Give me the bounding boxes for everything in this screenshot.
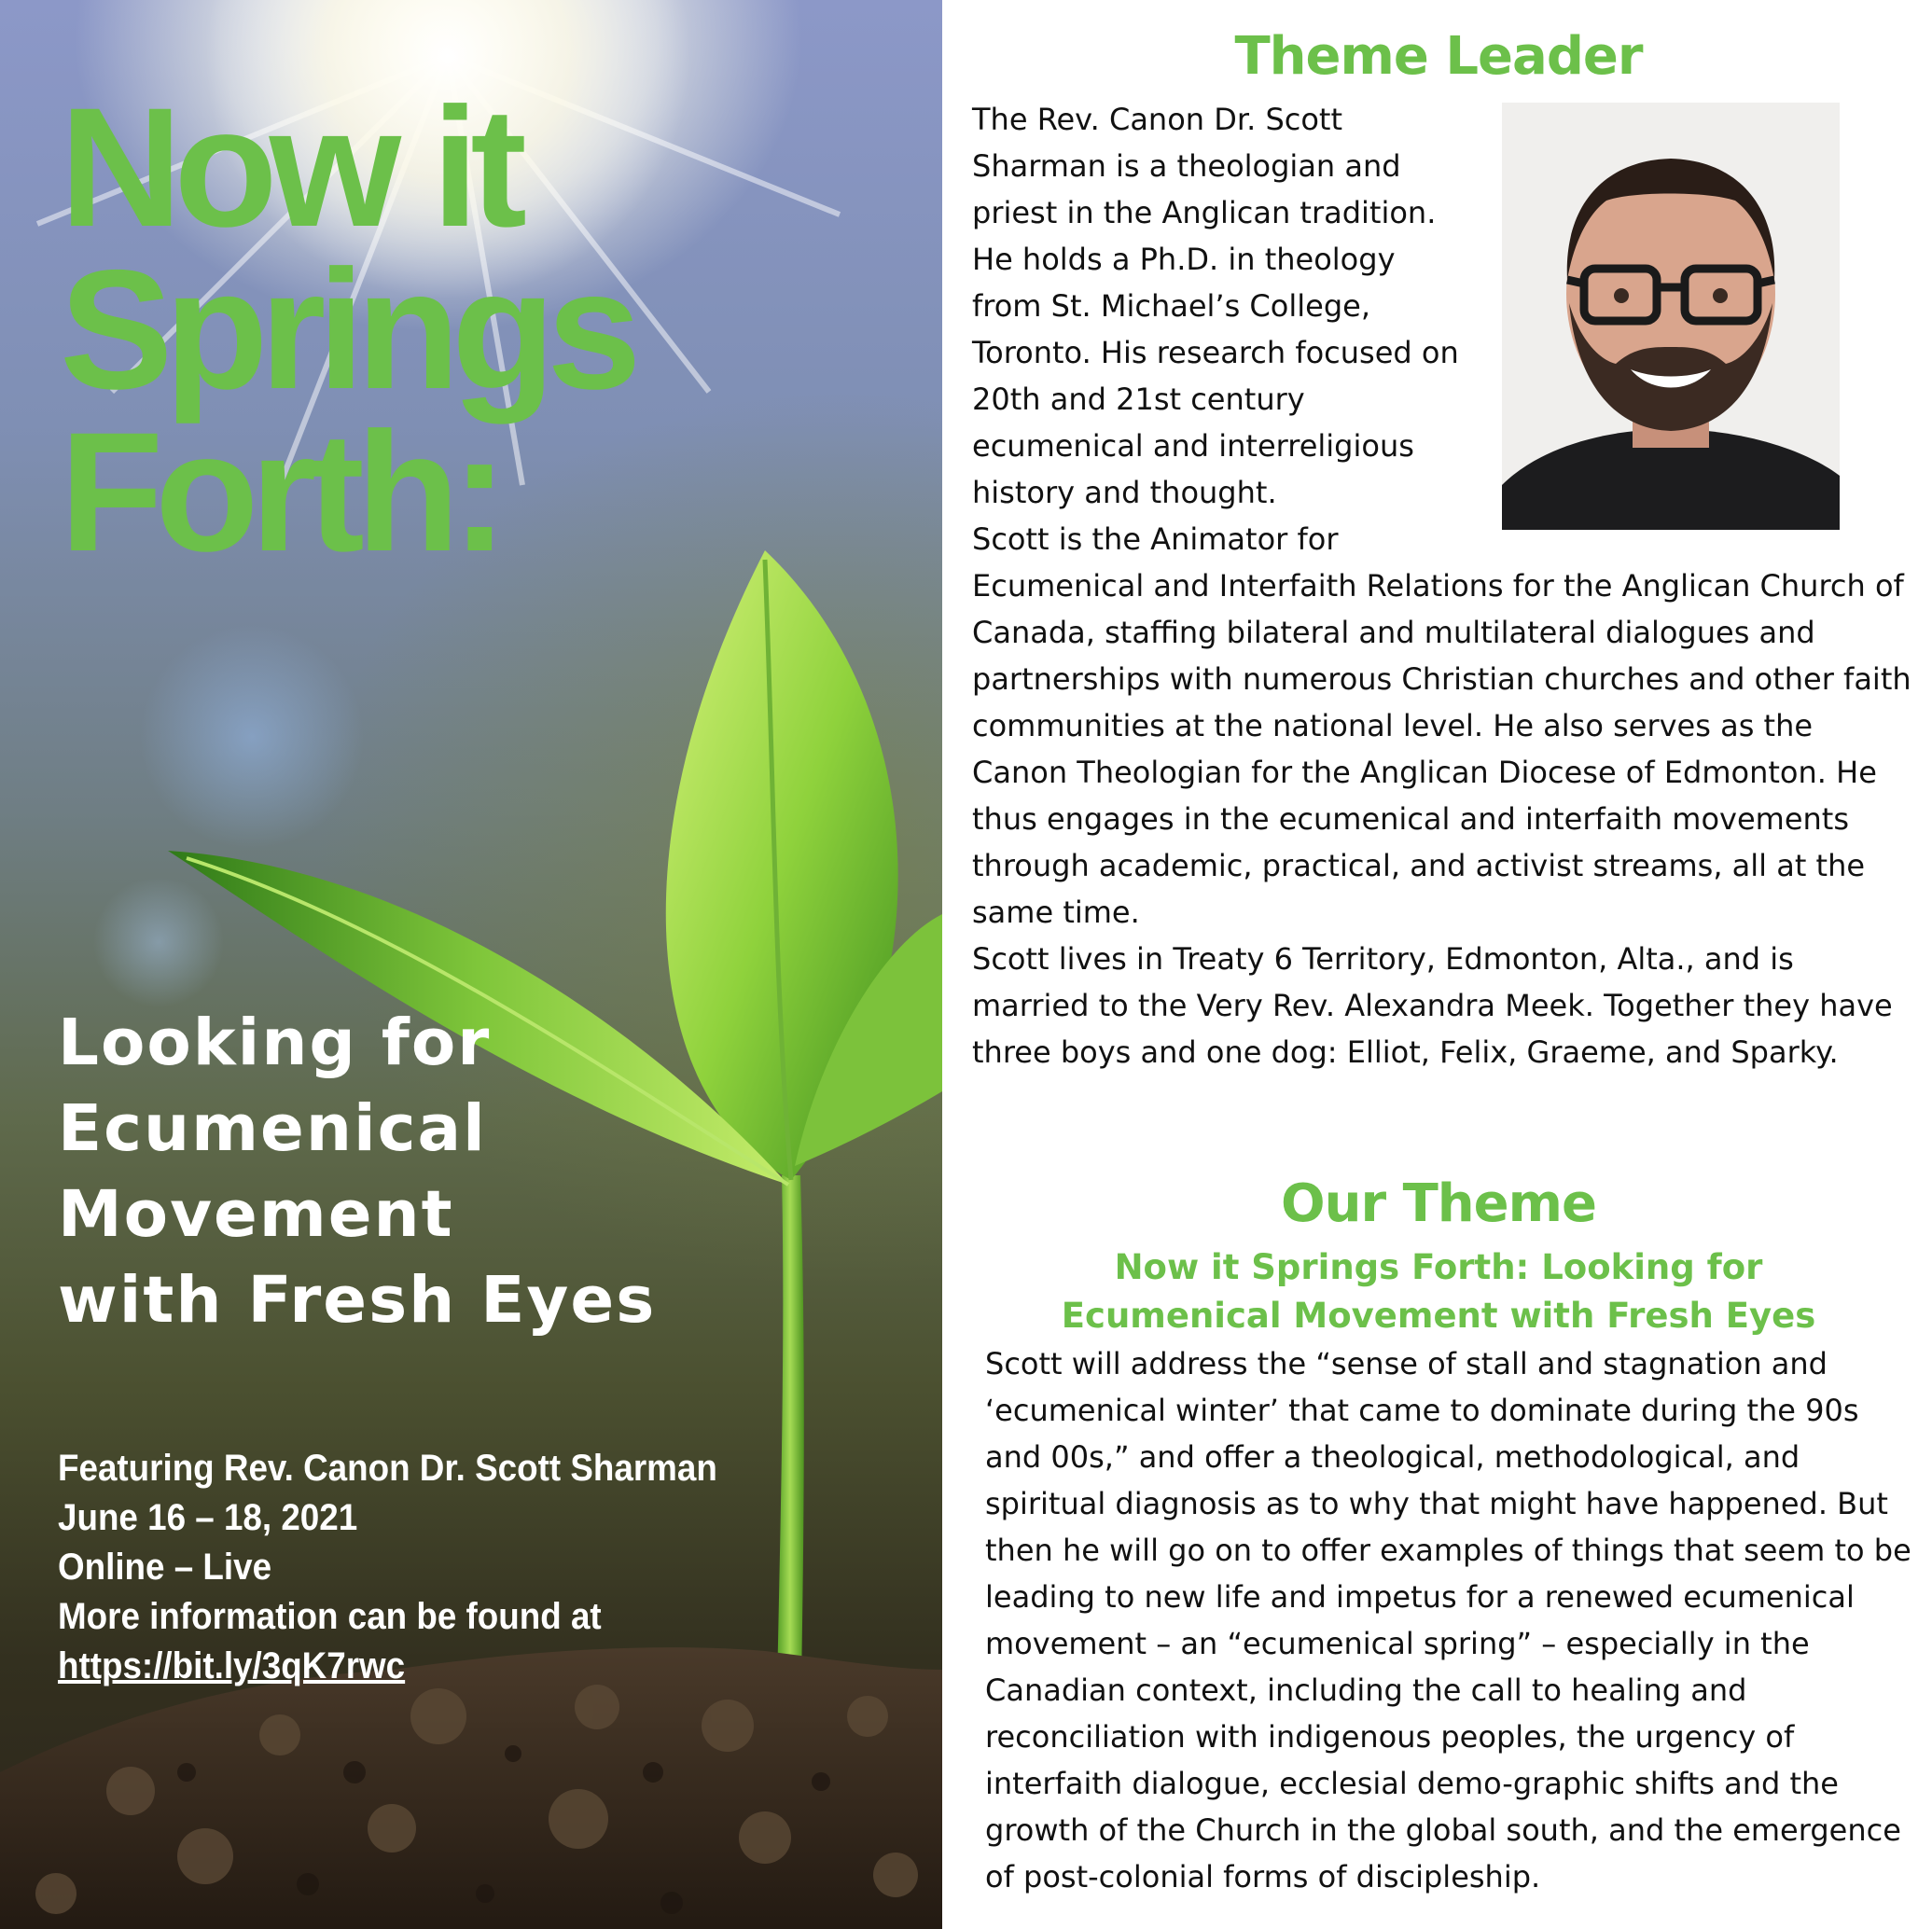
poster-title-line: Forth: xyxy=(60,396,500,587)
event-details xyxy=(58,1444,717,1691)
theme-subtitle-line: Now it Springs Forth: Looking for xyxy=(1114,1247,1763,1287)
leader-portrait xyxy=(1502,103,1840,530)
event-format: Online – Live xyxy=(58,1547,272,1588)
our-theme-heading: Our Theme xyxy=(1281,1173,1596,1234)
bio-paragraph: Scott is the Animator for Ecumenical and Interfaith Relations for the Anglican Church of Canada, staffing bilateral and multilateral dialogues and partnerships with numerous Christian churches and other faith communities at the national level. He also serves as the Canon Theologian for the Anglican Diocese of Edmonton. He thus engages in the ecumenical and interfaith movements through academic, practical, and activist streams, all at the same time. xyxy=(972,521,1911,930)
featuring-line: Featuring Rev. Canon Dr. Scott Sharman xyxy=(58,1448,717,1489)
portrait-photo xyxy=(1502,103,1840,530)
poster-title xyxy=(60,72,633,587)
poster-subtitle-line: Ecumenical xyxy=(58,1091,487,1166)
event-dates: June 16 – 18, 2021 xyxy=(58,1497,358,1538)
bio-paragraph: The Rev. Canon Dr. Scott Sharman is a theologian and priest in the Anglican tradition. He holds a Ph.D. in theology from St. Michael’s College, Toronto. His research focused on 20th and 21st century ecumenical and interreligious history and thought. xyxy=(972,102,1459,510)
poster-subtitle-line: Looking for xyxy=(58,1006,492,1080)
poster-subtitle-line: with Fresh Eyes xyxy=(58,1263,657,1338)
leader-bio xyxy=(972,96,1914,1076)
info-link[interactable]: https://bit.ly/3qK7rwc xyxy=(58,1645,406,1686)
event-poster xyxy=(0,0,942,1929)
theme-leader-heading: Theme Leader xyxy=(1234,26,1643,87)
theme-description: Scott will address the “sense of stall and stagnation and ‘ecumenical winter’ that came to dominate during the 90s and 00s,” and offer a theological, methodological, and spiritual diagnosis as to why that might have happened. But then he will go on to offer examples of things that seem to be leading to new life and impetus for a renewed ecumenical movement – an “ecumenical spring” – especially in the Canadian context, including the call to healing and reconciliation with indigenous peoples, the urgency of interfaith dialogue, ecclesial demo-graphic shifts and the growth of the Church in the global south, and the emergence of post-colonial forms of discipleship. xyxy=(985,1346,1911,1894)
more-info-text: More information can be found at xyxy=(58,1596,602,1637)
poster-subtitle xyxy=(58,1000,656,1343)
bio-paragraph: Scott lives in Treaty 6 Territory, Edmonton, Alta., and is married to the Very Rev. Alexandra Meek. Together they have three boys and one dog: Elliot, Felix, Graeme, and Sparky. xyxy=(972,941,1893,1070)
poster-title-line: Springs xyxy=(60,234,633,424)
poster-subtitle-line: Movement xyxy=(58,1177,454,1252)
theme-subtitle-line: Ecumenical Movement with Fresh Eyes xyxy=(1061,1296,1816,1336)
theme-subtitle xyxy=(972,1243,1905,1340)
poster-title-line: Now it xyxy=(60,72,519,262)
